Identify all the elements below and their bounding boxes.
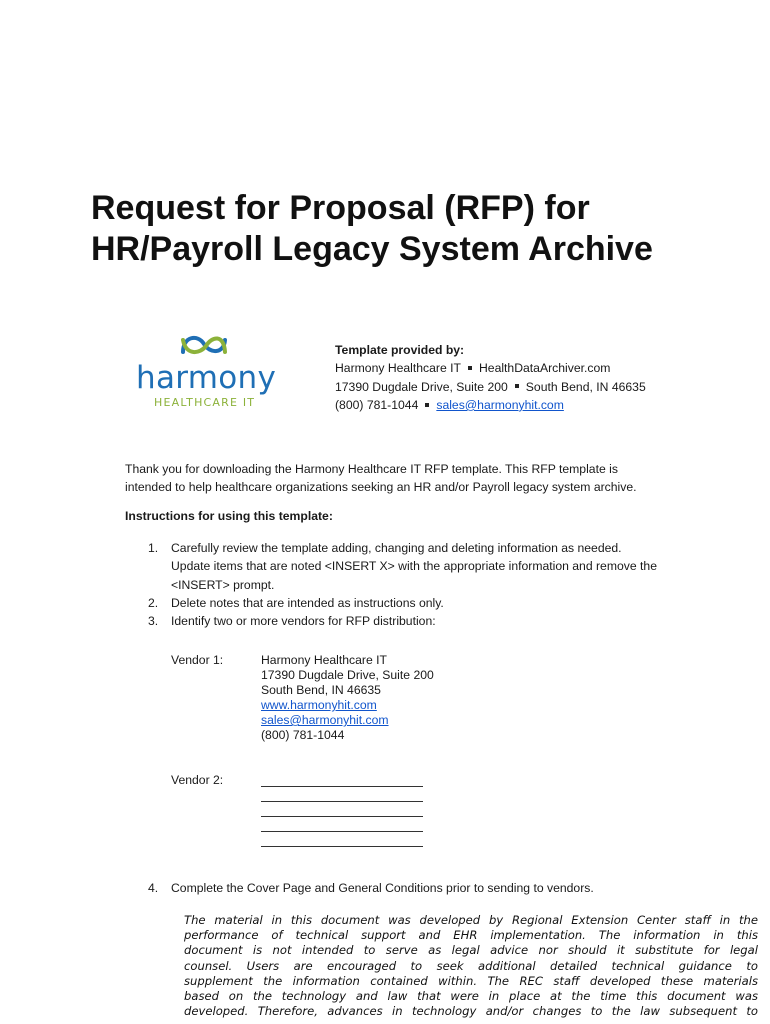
list-item-text: Carefully review the template adding, changing and deleting information as needed. bbox=[171, 541, 622, 555]
list-item bbox=[148, 539, 688, 594]
vendor-2-blank-fields bbox=[261, 772, 423, 847]
provider-heading: Template provided by: bbox=[335, 343, 465, 357]
instructions-list bbox=[148, 539, 688, 630]
disclaimer-line: counsel. Users are encouraged to seek additional detailed technical guidance to bbox=[184, 958, 758, 973]
document-title bbox=[91, 188, 731, 270]
list-number: 3. bbox=[148, 614, 159, 629]
disclaimer-line: The material in this document was developed by Regional Extension Center staff in the bbox=[184, 913, 758, 927]
title-line-1: Request for Proposal (RFP) for bbox=[91, 189, 590, 227]
vendor-1-city: South Bend, IN 46635 bbox=[261, 683, 381, 697]
instructions-heading: Instructions for using this template: bbox=[125, 509, 333, 523]
vendor-2-label: Vendor 2: bbox=[171, 773, 224, 787]
disclaimer-line: document is not intended to serve as legal advice nor should it substitute for legal bbox=[184, 943, 758, 958]
intro-line-2: intended to help healthcare organizations seeking an HR and/or Payroll legacy system archive. bbox=[125, 480, 637, 495]
vendor-2-blank-line[interactable] bbox=[261, 772, 423, 787]
disclaimer-paragraph bbox=[184, 913, 758, 1019]
disclaimer-line: performance of technical support and EHR implementation. The information in this bbox=[184, 928, 758, 943]
logo-subtitle: HEALTHCARE IT bbox=[154, 396, 256, 409]
list-item-text: Delete notes that are intended as instructions only. bbox=[171, 595, 444, 610]
vendor-2-blank-line[interactable] bbox=[261, 832, 423, 847]
list-number: 2. bbox=[148, 595, 159, 610]
template-provider-block bbox=[335, 341, 646, 414]
list-item-text: Complete the Cover Page and General Conditions prior to sending to vendors. bbox=[171, 881, 594, 895]
vendor-1-website-link[interactable]: www.harmonyhit.com bbox=[261, 698, 377, 712]
title-line-2: HR/Payroll Legacy System Archive bbox=[91, 230, 653, 268]
vendor-1-address: 17390 Dugdale Drive, Suite 200 bbox=[261, 668, 434, 682]
vendor-2-blank-line[interactable] bbox=[261, 802, 423, 817]
bullet-icon bbox=[425, 403, 429, 407]
vendor-1-label: Vendor 1: bbox=[171, 653, 224, 667]
vendor-2-blank-line[interactable] bbox=[261, 817, 423, 832]
provider-line-1 bbox=[335, 359, 646, 377]
provider-website: HealthDataArchiver.com bbox=[478, 361, 611, 376]
list-number: 1. bbox=[148, 541, 159, 555]
provider-city: South Bend, IN 46635 bbox=[525, 379, 646, 394]
harmony-logo bbox=[136, 330, 276, 410]
provider-line-2 bbox=[335, 378, 646, 396]
logo-wordmark: harmony bbox=[136, 360, 277, 396]
provider-address: 17390 Dugdale Drive, Suite 200 bbox=[335, 379, 508, 394]
provider-company: Harmony Healthcare IT bbox=[335, 361, 461, 376]
list-item bbox=[148, 594, 688, 612]
provider-email-link[interactable]: sales@harmonyhit.com bbox=[436, 397, 564, 412]
list-item bbox=[148, 879, 688, 897]
vendor-1-name: Harmony Healthcare IT bbox=[261, 653, 387, 667]
bullet-icon bbox=[468, 366, 472, 370]
list-number: 4. bbox=[148, 881, 159, 895]
disclaimer-line: developed. Therefore, advances in technology and/or changes to the law subsequent to bbox=[184, 1004, 758, 1019]
vendor-1-phone: (800) 781-1044 bbox=[261, 728, 345, 742]
vendor-2-blank-line[interactable] bbox=[261, 787, 423, 802]
disclaimer-line: based on the technology and law that were in place at the time this document was bbox=[184, 989, 758, 1004]
intro-line-1: Thank you for downloading the Harmony Healthcare IT RFP template. This RFP template is bbox=[125, 462, 618, 476]
vendor-1-email-link[interactable]: sales@harmonyhit.com bbox=[261, 713, 389, 727]
vendor-1-details bbox=[261, 653, 434, 743]
list-item bbox=[148, 612, 688, 630]
instructions-list-continued bbox=[148, 879, 688, 897]
list-item-text: <INSERT> prompt. bbox=[171, 577, 275, 592]
disclaimer-line: supplement the information contained within. The REC staff developed these materials bbox=[184, 973, 758, 988]
list-item-text: Identify two or more vendors for RFP distribution: bbox=[171, 614, 436, 629]
logo-infinity-icon bbox=[180, 330, 230, 362]
bullet-icon bbox=[515, 384, 519, 388]
provider-line-3 bbox=[335, 396, 646, 414]
intro-paragraph bbox=[125, 460, 685, 497]
list-item-text: Update items that are noted <INSERT X> with the appropriate information and remove the bbox=[171, 559, 657, 574]
provider-phone: (800) 781-1044 bbox=[335, 397, 419, 412]
